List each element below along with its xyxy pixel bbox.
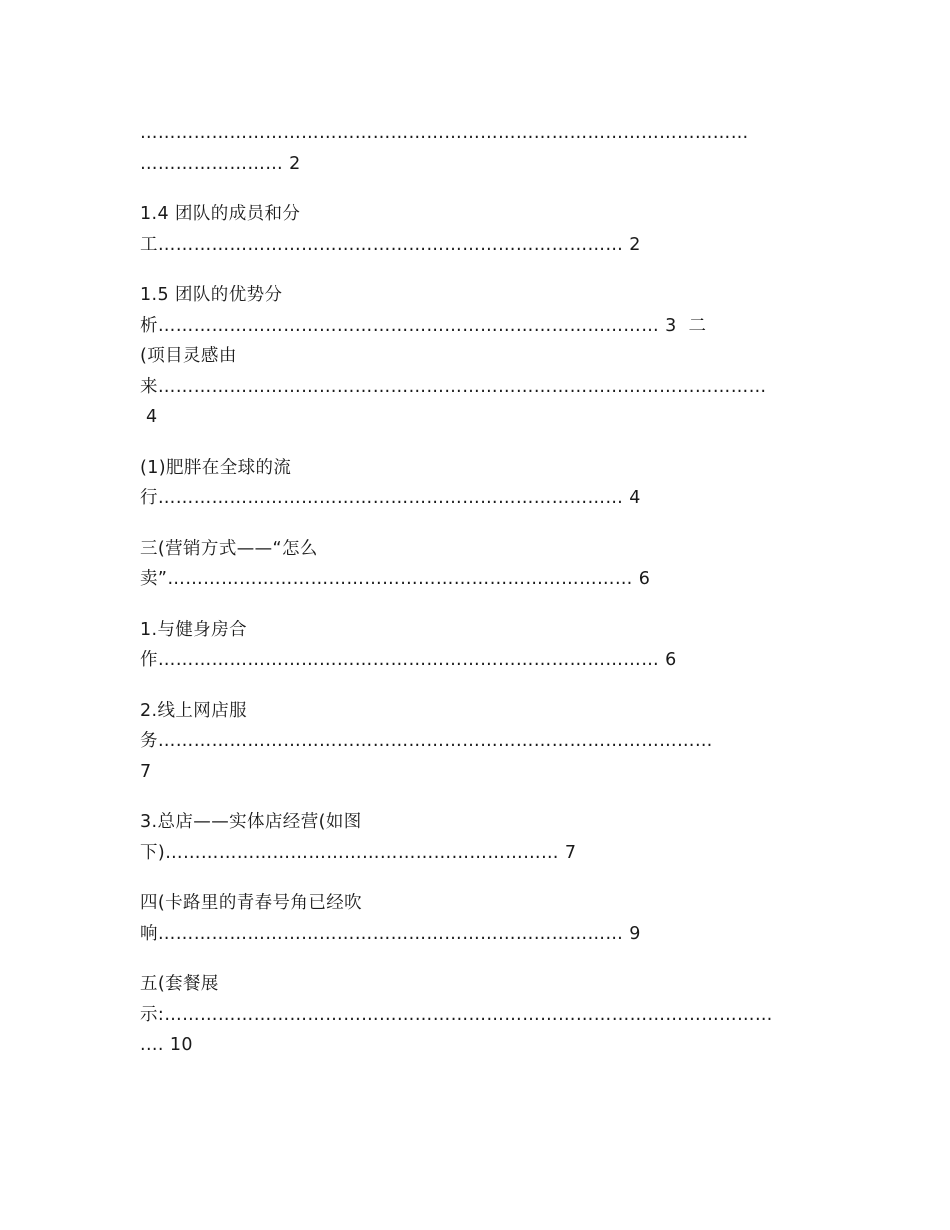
toc-entry	[140, 888, 820, 949]
toc-entry	[140, 118, 820, 179]
toc-line: 作………………………………………………………………………… 6	[140, 650, 677, 670]
toc-line: 4	[140, 407, 158, 427]
toc-line: .... 10	[140, 1035, 193, 1055]
toc-entry	[140, 615, 820, 676]
toc-entry	[140, 199, 820, 260]
toc-line: …………………… 2	[140, 153, 301, 174]
toc-line: 行…………………………………………………………………… 4	[140, 488, 641, 508]
toc-entry	[140, 534, 820, 595]
toc-line: 7	[140, 761, 152, 782]
toc-line: 卖”…………………………………………………………………… 6	[140, 569, 651, 589]
toc-line: 3.总店——实体店经营(如图	[140, 812, 362, 832]
toc-line: 来…………………………………………………………………………………………	[140, 376, 767, 397]
toc-line: 工…………………………………………………………………… 2	[140, 234, 641, 255]
toc-line: …………………………………………………………………………………………	[140, 123, 749, 143]
toc-entry	[140, 969, 820, 1061]
toc-line: 1.与健身房合	[140, 619, 247, 640]
toc-line: 务…………………………………………………………………………………	[140, 731, 713, 751]
toc-line: 2.线上网店服	[140, 700, 247, 721]
toc-entry	[140, 807, 820, 868]
toc-line: (1)肥胖在全球的流	[140, 457, 292, 478]
toc-entry	[140, 696, 820, 788]
toc-line: 三(营销方式——“怎么	[140, 538, 318, 559]
toc-entry	[140, 453, 820, 514]
toc-line: 五(套餐展	[140, 974, 219, 994]
toc-line: 四(卡路里的青春号角已经吹	[140, 893, 363, 913]
toc-line: 析………………………………………………………………………… 3 二	[140, 315, 707, 336]
toc-line: (项目灵感由	[140, 346, 237, 366]
toc-line: 1.5 团队的优势分	[140, 285, 283, 305]
table-of-contents	[140, 118, 820, 1081]
toc-line: 下)………………………………………………………… 7	[140, 842, 577, 863]
toc-entry	[140, 280, 820, 433]
toc-line: 响…………………………………………………………………… 9	[140, 923, 641, 944]
toc-line: 1.4 团队的成员和分	[140, 204, 301, 224]
toc-line: 示:…………………………………………………………………………………………	[140, 1004, 773, 1025]
